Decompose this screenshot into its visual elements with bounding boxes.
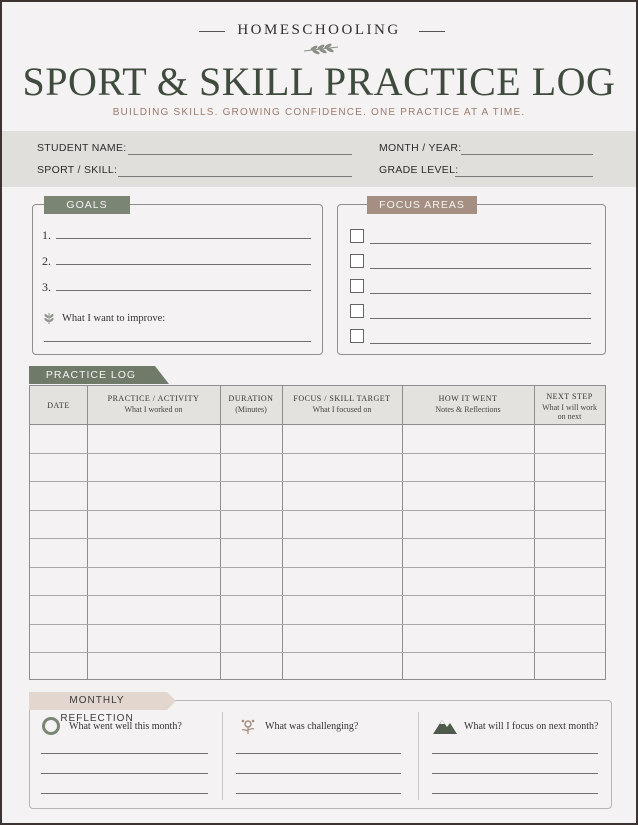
col-focus-header — [282, 386, 402, 425]
header-kicker: HOMESCHOOLING — [237, 22, 401, 38]
col-divider — [220, 386, 221, 679]
col-activity-header — [87, 386, 220, 425]
col-duration-header — [220, 386, 282, 425]
focus-areas-tag: FOCUS AREAS — [367, 196, 477, 214]
row-divider — [30, 481, 605, 482]
row-divider — [30, 453, 605, 454]
page-subtitle: BUILDING SKILLS. GROWING CONFIDENCE. ONE PRACTICE AT A TIME. — [112, 107, 526, 118]
reflection-q1-line-1[interactable] — [41, 753, 208, 754]
goal-number-2: 2. — [42, 254, 51, 268]
reflection-divider — [222, 712, 223, 800]
col-divider — [282, 386, 283, 679]
month-year-label: MONTH / YEAR: — [379, 142, 462, 154]
improve-line[interactable] — [44, 341, 311, 342]
mountain-icon — [432, 716, 458, 736]
col-how-header — [402, 386, 534, 425]
col-next-header — [534, 386, 605, 425]
flower-icon — [238, 716, 258, 736]
kicker-rule-right — [419, 31, 445, 32]
focus-checkbox-1[interactable] — [350, 229, 364, 243]
focus-areas-box — [337, 204, 606, 355]
sport-skill-field[interactable] — [118, 176, 352, 177]
page-title: SPORT & SKILL PRACTICE LOG — [22, 59, 616, 104]
row-divider — [30, 624, 605, 625]
focus-line-4[interactable] — [370, 318, 591, 319]
row-divider — [30, 510, 605, 511]
monthly-reflection-tag: MONTHLY REFLECTION — [60, 695, 134, 724]
practice-log-tag: PRACTICE LOG — [45, 369, 137, 381]
reflection-q1: What went well this month? — [69, 721, 182, 732]
improve-label: What I want to improve: — [62, 313, 166, 324]
col-focus-title: FOCUS / SKILL TARGET — [293, 394, 391, 403]
goal-line-2[interactable] — [56, 264, 311, 265]
reflection-divider — [418, 712, 419, 800]
focus-line-5[interactable] — [370, 343, 591, 344]
goals-box — [32, 204, 323, 355]
goal-number-1: 1. — [42, 228, 51, 242]
row-divider — [30, 595, 605, 596]
goal-line-3[interactable] — [56, 290, 311, 291]
col-duration-title: DURATION — [228, 394, 274, 403]
col-divider — [534, 386, 535, 679]
focus-line-1[interactable] — [370, 243, 591, 244]
grade-level-label: GRADE LEVEL: — [379, 164, 459, 176]
reflection-q2-line-3[interactable] — [236, 793, 401, 794]
col-activity-title: PRACTICE / ACTIVITY — [107, 394, 200, 403]
col-activity-sub: What I worked on — [124, 405, 183, 414]
focus-checkbox-2[interactable] — [350, 254, 364, 268]
focus-line-2[interactable] — [370, 268, 591, 269]
circle-wreath-icon — [41, 716, 61, 736]
focus-checkbox-5[interactable] — [350, 329, 364, 343]
goal-number-3: 3. — [42, 280, 51, 294]
reflection-q1-line-3[interactable] — [41, 793, 208, 794]
goals-tag: GOALS — [44, 196, 130, 214]
student-info-band — [0, 131, 638, 187]
col-next-sub: What I will work on next — [542, 403, 597, 421]
reflection-q3-line-2[interactable] — [432, 773, 598, 774]
col-next-title: NEXT STEP — [546, 392, 593, 401]
focus-checkbox-3[interactable] — [350, 279, 364, 293]
row-divider — [30, 652, 605, 653]
col-focus-sub: What I focused on — [312, 405, 372, 414]
reflection-q1-line-2[interactable] — [41, 773, 208, 774]
sport-skill-label: SPORT / SKILL: — [37, 164, 118, 176]
practice-log-table — [29, 385, 606, 680]
col-date-title: DATE — [47, 401, 70, 410]
col-divider — [402, 386, 403, 679]
col-duration-sub: (Minutes) — [235, 405, 267, 414]
row-divider — [30, 567, 605, 568]
month-year-field[interactable] — [461, 154, 593, 155]
reflection-q3-line-1[interactable] — [432, 753, 598, 754]
row-divider — [30, 538, 605, 539]
col-date-header — [30, 386, 87, 425]
focus-line-3[interactable] — [370, 293, 591, 294]
focus-checkbox-4[interactable] — [350, 304, 364, 318]
col-divider — [87, 386, 88, 679]
grade-level-field[interactable] — [455, 176, 593, 177]
reflection-q2-line-1[interactable] — [236, 753, 401, 754]
col-how-title: HOW IT WENT — [438, 394, 498, 403]
student-name-field[interactable] — [128, 154, 352, 155]
reflection-q2: What was challenging? — [265, 721, 359, 732]
goal-line-1[interactable] — [56, 238, 311, 239]
col-how-sub: Notes & Reflections — [435, 405, 501, 414]
reflection-q2-line-2[interactable] — [236, 773, 401, 774]
sprig-icon — [302, 42, 340, 56]
reflection-q3-line-3[interactable] — [432, 793, 598, 794]
leaf-icon — [43, 311, 55, 325]
reflection-q3: What will I focus on next month? — [464, 721, 599, 732]
student-name-label: STUDENT NAME: — [37, 142, 127, 154]
